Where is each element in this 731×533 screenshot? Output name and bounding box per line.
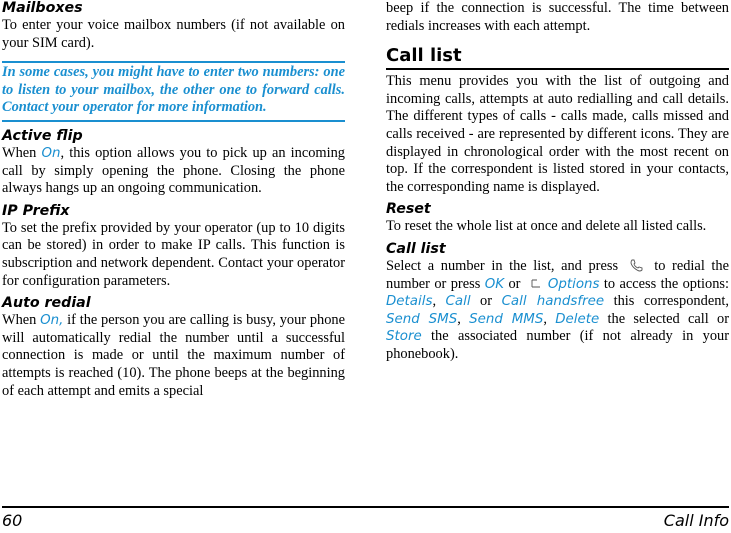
- send-sms-keyword: Send SMS: [386, 311, 458, 327]
- operator-note: In some cases, you might have to enter two numbers: one to listen to your mailbox, the other one to forward calls. Contact your operator for more information.: [2, 61, 345, 122]
- footer-rule: [2, 506, 729, 508]
- left-column: [2, 0, 345, 400]
- auto-redial-heading: Auto redial: [2, 295, 91, 312]
- reset-text: To reset the whole list at once and delete all listed calls.: [386, 218, 707, 235]
- on-keyword: On: [41, 145, 61, 161]
- left-softkey-icon: [530, 277, 543, 290]
- options-keyword: Options: [547, 276, 600, 292]
- reset-heading: Reset: [386, 201, 431, 218]
- active-flip-text: When On, this option allows you to pick up an incoming call by simply opening the phone. Closing the phone always hangs up an ongoing communication.: [2, 144, 345, 197]
- call-list-instructions: Select a number in the list, and press to redial the number or press OK or Options to access the options: Details, Call or Call handsfree this correspondent, Send SMS, Send MMS, Delete the selected call or Store the associated number (if not already in your phonebook).: [386, 257, 729, 362]
- details-keyword: Details: [386, 294, 433, 310]
- page-number: 60: [2, 511, 23, 530]
- call-list-intro: This menu provides you with the list of outgoing and incoming calls, attempts at auto redialling and call details. The different types of calls - calls made, calls missed and calls received - are represented by different icons. They are displayed in chronological order with the most recent on top. If the correspondent is listed stored in your contacts, the corresponding name is displayed.: [386, 73, 729, 195]
- auto-redial-continued: beep if the connection is successful. The time between redials increases with each attempt.: [386, 0, 729, 34]
- delete-keyword: Delete: [555, 311, 600, 327]
- active-flip-heading: Active flip: [2, 127, 83, 144]
- mailboxes-heading: Mailboxes: [2, 0, 83, 16]
- call-list-section-title: Call list: [386, 45, 729, 70]
- on-keyword: On,: [40, 313, 64, 329]
- auto-redial-text: When On, if the person you are calling is busy, your phone will automatically redial the number until a successful connection is made or until the maximum number of attempts is reached (10). The phone beeps at the beginning of each attempt and emits a special: [2, 312, 345, 399]
- ok-keyword: OK: [484, 276, 505, 292]
- mailboxes-text: To enter your voice mailbox numbers (if not available on your SIM card).: [2, 17, 345, 51]
- call-list-heading: Call list: [386, 240, 446, 257]
- phone-call-key-icon: [630, 259, 643, 272]
- send-mms-keyword: Send MMS: [469, 311, 544, 327]
- call-keyword: Call: [445, 294, 471, 310]
- ip-prefix-text: To set the prefix provided by your operator (up to 10 digits can be stored) in order to make IP calls. This function is subscription and network dependent. Contact your operator for configuration parameters.: [2, 219, 345, 289]
- chapter-title: Call Info: [663, 511, 729, 530]
- call-handsfree-keyword: Call handsfree: [501, 294, 605, 310]
- ip-prefix-heading: IP Prefix: [2, 202, 70, 219]
- store-keyword: Store: [386, 329, 422, 345]
- right-column: [386, 0, 729, 364]
